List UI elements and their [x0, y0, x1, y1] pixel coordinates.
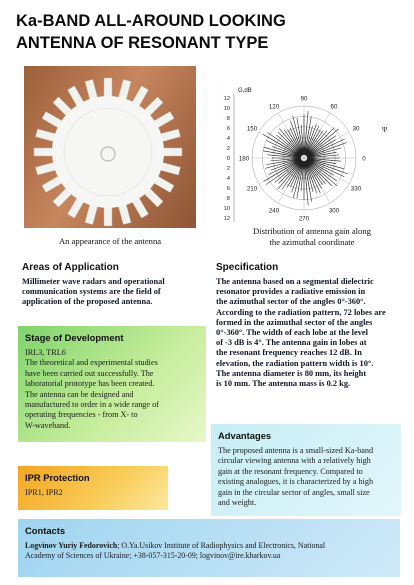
radiation-pattern-caption	[222, 226, 402, 248]
spec-line: elevation, the radiation pattern width is 10°.	[216, 358, 374, 368]
spec-line: is 10 mm. The antenna mass is 0.2 kg.	[216, 379, 351, 389]
stage-line: The theoretical and experimental studies	[25, 358, 158, 368]
advantages-line: and weight.	[218, 498, 257, 508]
stage-line: have been carried out successfully. The	[25, 368, 154, 378]
polar-radial-tick: 2	[226, 146, 230, 152]
polar-radial-tick: 6	[226, 126, 230, 132]
stage-line: W-waveband.	[25, 420, 71, 430]
spec-line: the resonant frequency reaches 12 dB. In	[216, 348, 362, 358]
stage-line: The antenna can be designed and	[25, 389, 134, 399]
polar-radial-tick: 10	[223, 106, 230, 112]
stage-line: manufactured to order in a wide range of	[25, 400, 159, 410]
contacts-line-2: Academy of Sciences of Ukraine; +38-057-315-20-09; logvinov@ire.kharkov.ua	[25, 551, 281, 561]
polar-radial-tick: 8	[226, 196, 230, 202]
advantages-line: gain in the circular sector of angles, small size	[218, 487, 370, 497]
polar-angle-label: 90	[300, 95, 308, 103]
stage-text	[25, 348, 199, 431]
polar-angle-label: 330	[350, 185, 362, 193]
spec-line: According to the radiation pattern, 72 lobes are	[216, 307, 386, 317]
spec-line: of -3 dB is 4°. The antenna gain in lobes at	[216, 338, 367, 348]
polar-angle-label: 0	[362, 155, 366, 163]
contact-institute: ; O.Ya.Usikov Institute of Radiophysics and Electronics, National	[117, 541, 326, 550]
areas-line: Millimeter wave radars and operational	[22, 277, 165, 286]
spec-line: the azimuthal sector of the angles 0°-360°.	[216, 297, 366, 307]
stage-heading: Stage of Development	[25, 332, 124, 343]
polar-angle-label: 30	[352, 125, 360, 133]
polar-angle-label: 210	[246, 185, 258, 193]
polar-unit-label: G,dB	[238, 88, 252, 94]
polar-angle-label: 60	[330, 103, 338, 111]
areas-line: communication systems are the field of	[22, 287, 161, 297]
stage-line: operating frequencies - from X- to	[25, 410, 138, 420]
polar-angle-label: 240	[268, 207, 280, 215]
stage-line: IRL3, TRL6	[25, 348, 66, 357]
spec-line: 0°-360°. The width of each lobe at the level	[216, 328, 368, 338]
polar-radial-tick: 4	[226, 176, 230, 182]
advantages-line: gain at the resonant frequency. Compared to	[218, 466, 363, 476]
specification-heading: Specification	[216, 262, 279, 273]
stage-line: laboratorial prototype has been created.	[25, 379, 155, 389]
areas-text	[22, 277, 212, 308]
advantages-heading: Advantages	[218, 430, 272, 441]
polar-phi-label: Ψ	[382, 126, 388, 134]
advantages-text	[218, 446, 394, 508]
areas-heading: Areas of Application	[22, 262, 119, 273]
ipr-heading: IPR Protection	[25, 472, 90, 483]
contacts-line-1	[25, 541, 393, 551]
antenna-photo-caption: An appearance of the antenna	[58, 236, 162, 246]
polar-radial-tick: 0	[226, 156, 230, 162]
polar-angle-label: 120	[268, 103, 280, 111]
advantages-line: circular viewing antenna with a relatively high	[218, 456, 371, 466]
polar-radial-tick: 12	[223, 216, 230, 222]
stage-of-development-box	[18, 326, 206, 442]
spec-line: resonator provides a radiative emission in	[216, 287, 366, 297]
ipr-text: IPR1, IPR2	[25, 488, 63, 497]
polar-angle-label: 270	[298, 215, 310, 222]
radiation-pattern-lobes	[263, 111, 348, 205]
polar-radial-tick: 12	[223, 96, 230, 102]
polar-angle-label: 180	[238, 155, 250, 163]
specification-text	[216, 277, 408, 389]
contacts-text	[25, 541, 393, 562]
antenna-photo	[24, 66, 196, 228]
contacts-heading: Contacts	[25, 525, 66, 536]
title-line-2: ANTENNA OF RESONANT TYPE	[16, 34, 269, 52]
polar-radial-tick: 2	[226, 166, 230, 172]
advantages-line: The proposed antenna is a small-sized Ka-band	[218, 446, 374, 455]
polar-radial-tick: 6	[226, 186, 230, 192]
polar-radial-tick: 10	[223, 206, 230, 212]
ipr-protection-box	[18, 466, 168, 510]
radiation-caption-line-1: Distribution of antenna gain along	[253, 226, 371, 236]
spec-line: The antenna diameter is 80 mm, its height	[216, 368, 367, 378]
polar-angle-label: 150	[246, 125, 258, 133]
title-line-1: Ka-BAND ALL-AROUND LOOKING	[16, 12, 286, 30]
contacts-box	[18, 519, 400, 577]
radiation-pattern-diagram	[212, 82, 402, 222]
polar-radial-tick: 4	[226, 136, 230, 142]
radiation-caption-line-2: the azimuthal coordinate	[269, 237, 355, 247]
spec-line: The antenna based on a segmental dielectric	[216, 277, 374, 286]
polar-angle-label: 300	[328, 207, 340, 215]
advantages-line: existing analogues, it is characterized by a high	[218, 477, 374, 487]
polar-radial-tick: 8	[226, 116, 230, 122]
spec-line: formed in the azimuthal sector of the angles	[216, 317, 373, 327]
areas-line: application of the proposed antenna.	[22, 297, 153, 307]
page-title	[16, 10, 406, 54]
advantages-box	[211, 424, 401, 516]
antenna-drawing	[24, 66, 196, 228]
contact-name: Logvinov Yuriy Fedorovich	[25, 541, 118, 550]
